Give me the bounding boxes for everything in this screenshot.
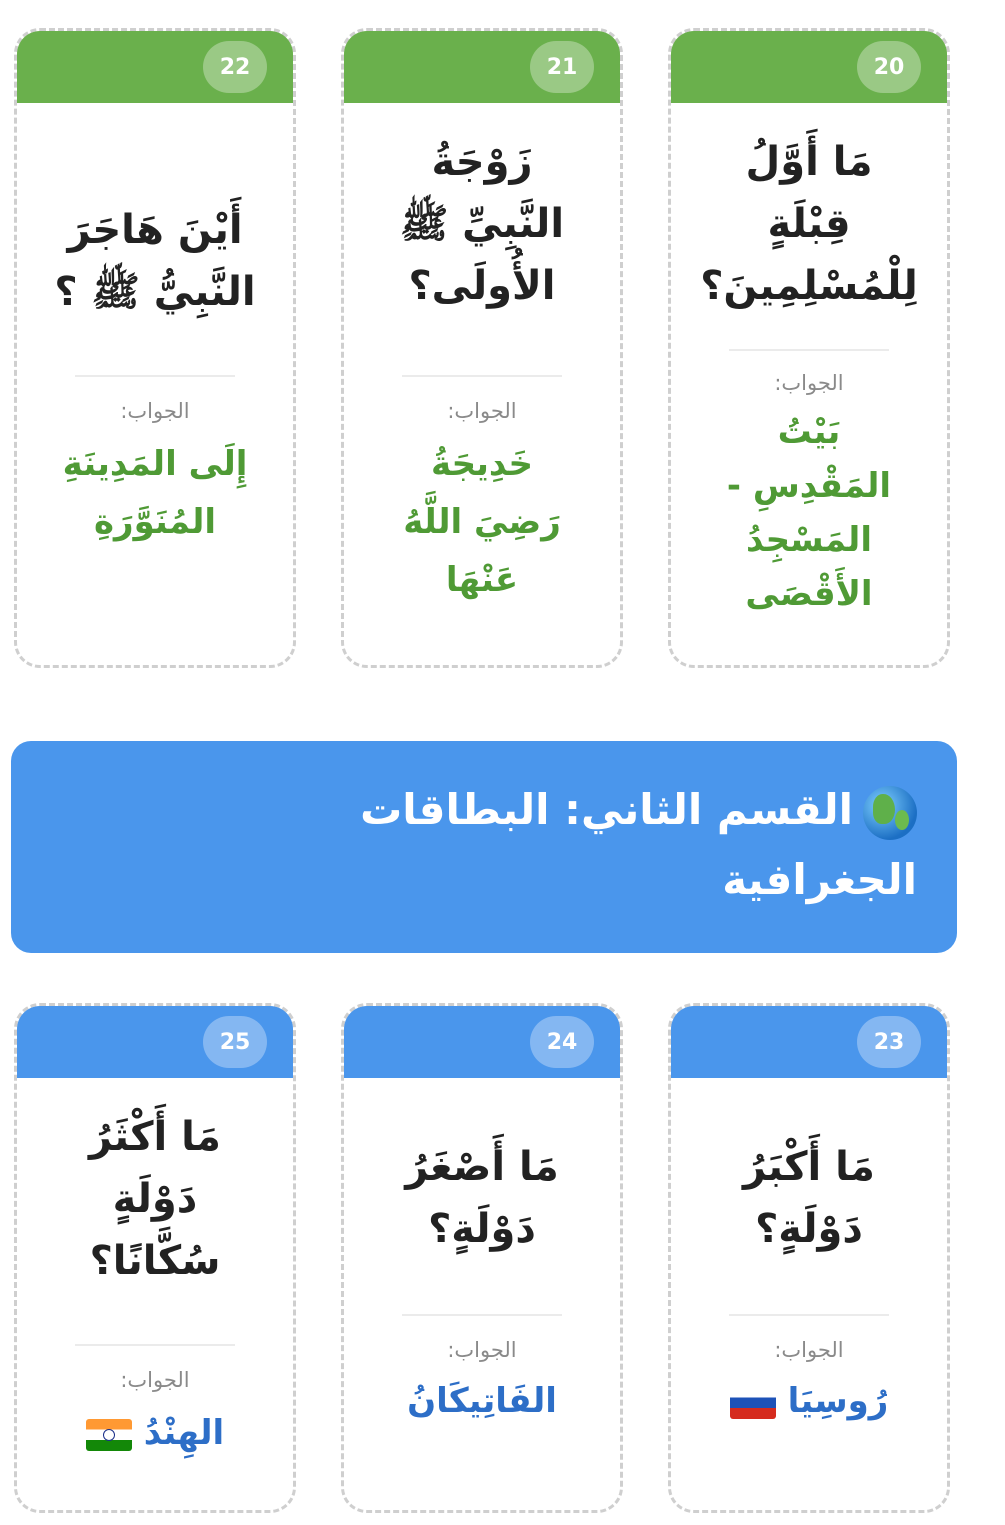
card-header: [344, 1006, 620, 1078]
answer-label: الجواب:: [774, 1338, 844, 1362]
question-line: دَوْلَةٍ: [112, 1176, 198, 1222]
divider: [75, 375, 235, 377]
question-line: النَّبِيُّ ﷺ ؟: [54, 269, 256, 315]
section-header-geography: [11, 741, 957, 953]
answer-line: عَنْهَا: [445, 560, 519, 600]
card-answer: [31, 1404, 279, 1462]
answer-line: خَدِيجَةُ: [430, 444, 534, 484]
answer-line: المَسْجِدُ: [746, 520, 872, 560]
answer-text: الهِنْدُ: [143, 1413, 225, 1453]
question-line: مَا أَوَّلُ: [745, 139, 873, 185]
answer-text: الفَاتِيكَانُ: [407, 1381, 557, 1421]
card-header: [344, 31, 620, 103]
card-20: [668, 28, 950, 668]
card-25: [14, 1003, 296, 1513]
card-number-badge: 20: [857, 41, 921, 93]
card-header: [17, 31, 293, 103]
question-line: زَوْجَةُ: [431, 139, 533, 185]
card-24: [341, 1003, 623, 1513]
question-line: سُكَّانًا؟: [89, 1238, 221, 1284]
question-line: دَوْلَةٍ؟: [428, 1206, 536, 1252]
card-header: [671, 31, 947, 103]
card-number-badge: 24: [530, 1016, 594, 1068]
card-answer: [685, 1372, 933, 1430]
card-number-badge: 25: [203, 1016, 267, 1068]
answer-text: رُوسِيَا: [787, 1381, 889, 1421]
card-answer: [358, 435, 606, 609]
card-number-badge: 21: [530, 41, 594, 93]
question-line: قِبْلَةٍ: [767, 201, 851, 247]
answer-label: الجواب:: [120, 1368, 190, 1392]
card-header: [671, 1006, 947, 1078]
question-line: مَا أَكْثَرُ: [89, 1114, 221, 1160]
question-line: لِلْمُسْلِمِينَ؟: [700, 263, 918, 309]
answer-line: المَقْدِسِ -: [726, 466, 892, 506]
card-21: [341, 28, 623, 668]
india-flag-icon: [86, 1419, 132, 1451]
question-line: مَا أَكْبَرُ: [743, 1144, 875, 1190]
card-question: [687, 131, 931, 317]
card-answer: [685, 405, 933, 621]
card-question: [360, 1136, 604, 1260]
card-answer: [358, 1372, 606, 1430]
answer-label: الجواب:: [447, 1338, 517, 1362]
card-number-badge: 22: [203, 41, 267, 93]
answer-line: رَضِيَ اللَّهُ: [403, 502, 561, 542]
answer-label: الجواب:: [120, 399, 190, 423]
divider: [729, 1314, 889, 1316]
card-header: [17, 1006, 293, 1078]
card-23: [668, 1003, 950, 1513]
divider: [729, 349, 889, 351]
card-question: [687, 1136, 931, 1260]
section-title-text: القسم الثاني: البطاقات الجغرافية: [360, 785, 917, 904]
answer-label: الجواب:: [774, 371, 844, 395]
divider: [402, 375, 562, 377]
card-question: [33, 199, 277, 323]
divider: [75, 1344, 235, 1346]
russia-flag-icon: [730, 1387, 776, 1419]
answer-line: بَيْتُ: [777, 412, 841, 452]
divider: [402, 1314, 562, 1316]
card-22: [14, 28, 296, 668]
answer-line: الأَقْصَى: [745, 574, 873, 614]
answer-label: الجواب:: [447, 399, 517, 423]
card-question: [360, 131, 604, 317]
answer-line: إِلَى المَدِينَةِ: [62, 444, 248, 484]
question-line: أَيْنَ هَاجَرَ: [67, 207, 243, 253]
globe-icon: [863, 786, 917, 840]
question-line: الأُولَى؟: [408, 263, 556, 309]
answer-line: المُنَوَّرَةِ: [93, 502, 217, 542]
question-line: دَوْلَةٍ؟: [755, 1206, 863, 1252]
question-line: النَّبِيِّ ﷺ: [399, 201, 565, 247]
section-title: [217, 775, 917, 915]
card-answer: [31, 435, 279, 551]
card-question: [33, 1106, 277, 1292]
question-line: مَا أَصْغَرُ: [405, 1144, 559, 1190]
card-number-badge: 23: [857, 1016, 921, 1068]
